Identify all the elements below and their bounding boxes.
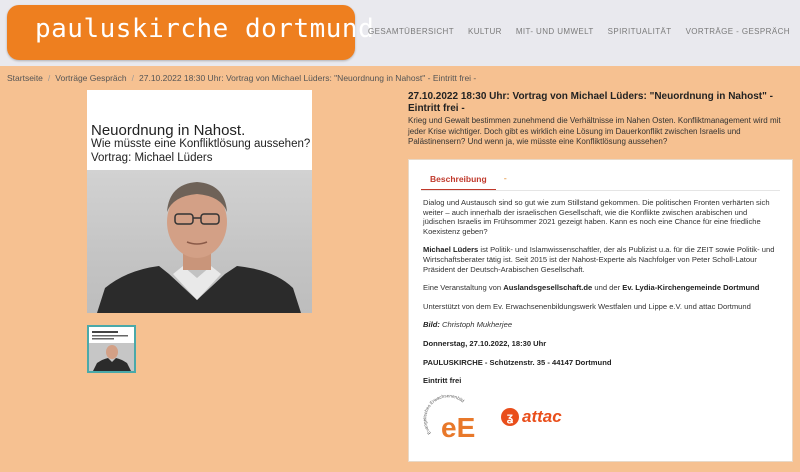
nav-item-mit-und-umwelt[interactable]: MIT- UND UMWELT <box>515 27 594 36</box>
organizer-prefix: Eine Veranstaltung von <box>423 283 504 293</box>
description-paragraph: Dialog und Austausch sind so gut wie zum Stillstand gekommen. Die politischen Fronten verhärten sich weiter – auch innerhalb der israelischen Gesellschaft, wie die Konflikte zwischen arabischen und jüdischen Israelis im Frühsommer 2021 gezeigt haben. Kann es noch eine Chance für eine friedliche Koexistenz geben? <box>423 198 770 236</box>
nav-item-kultur[interactable]: KULTUR <box>468 27 502 36</box>
image-credit-name: Christoph Mukherjee <box>439 320 513 330</box>
description-content <box>423 198 781 395</box>
image-credit-label: Bild: <box>423 320 440 330</box>
event-image-banner <box>87 90 312 170</box>
breadcrumb-category[interactable]: Vorträge Gespräch <box>55 73 127 83</box>
site-logo[interactable] <box>7 5 375 60</box>
breadcrumb-separator: / <box>47 73 51 83</box>
article-intro: Krieg und Gewalt bestimmen zunehmend die Verhältnisse im Nahen Osten. Konfliktmanagement wird mit jeder Krise wichtiger. Doch gibt es wirklich eine Lösung im Dauerkonflikt zwischen Israelis und Palästinensern? Und wenn ja, wie müsste eine Konfliktlösung aussehen? <box>408 116 781 146</box>
breadcrumb-home[interactable]: Startseite <box>7 73 43 83</box>
speaker-name: Michael Lüders <box>423 245 479 255</box>
event-date <box>423 339 781 349</box>
organizer-connector: und der <box>592 283 623 293</box>
sponsor-logos <box>423 393 623 448</box>
speaker-photo <box>87 170 312 313</box>
event-image-speaker: Vortrag: Michael Lüders <box>91 152 213 164</box>
event-entry <box>423 376 781 386</box>
attac-logo-text: attac <box>522 407 562 426</box>
event-image-subtitle: Wie müsste eine Konfliktlösung aussehen? <box>91 138 311 150</box>
supporter-line: Unterstützt von dem Ev. Erwachsenenbildungswerk Westfalen und Lippe e.V. und attac Dortmund <box>423 301 751 311</box>
image-credit <box>423 320 781 330</box>
description-panel <box>408 159 793 462</box>
event-location-text: PAULUSKIRCHE - Schützenstr. 35 - 44147 Dortmund <box>423 357 612 367</box>
tab-beschreibung[interactable]: Beschreibung <box>421 171 496 191</box>
attac-logo <box>501 407 562 427</box>
speaker-bio-text: ist Politik- und Islamwissenschaftler, der als Publizist u.a. für die ZEIT sowie Politik- und Wirtschaftsberater tätig ist. Seit 2015 ist der Nahost-Experte als Nachfolger von Peter Scholl-Latour Präsident der Deutsch-Arabischen Gesellschaft. <box>423 245 775 274</box>
breadcrumb-separator: / <box>131 73 135 83</box>
site-header <box>0 0 800 66</box>
organizer-lydia-kirchengemeinde: Ev. Lydia-Kirchengemeinde Dortmund <box>622 283 760 293</box>
ebw-logo-letters: eE <box>441 412 476 443</box>
tab-other[interactable]: - <box>503 174 507 184</box>
ebw-logo-arc-text: Evan ches Erwachsenenbild <box>423 393 466 436</box>
speaker-bio <box>423 245 781 274</box>
organizer-line <box>423 283 781 293</box>
main-nav <box>368 27 800 36</box>
nav-item-vortraege-gespraech[interactable]: VORTRÄGE - GESPRÄCH <box>685 27 790 36</box>
event-date-text: Donnerstag, 27.10.2022, 18:30 Uhr <box>423 338 547 348</box>
tab-divider <box>421 190 780 191</box>
event-entry-text: Eintritt frei <box>423 376 462 386</box>
tab-bar <box>421 171 515 191</box>
breadcrumb <box>7 73 476 83</box>
article-title: 27.10.2022 18:30 Uhr: Vortrag von Michael Lüders: "Neuordnung in Nahost" - Eintritt frei - <box>408 91 773 114</box>
speaker-portrait-drawing <box>87 170 312 313</box>
nav-item-spiritualitaet[interactable]: SPIRITUALITÄT <box>607 27 672 36</box>
organizer-auslandsgesellschaft: Auslandsgesellschaft.de <box>503 283 593 293</box>
nav-item-gesamtuebersicht[interactable]: GESAMTÜBERSICHT <box>368 27 455 36</box>
breadcrumb-current: 27.10.2022 18:30 Uhr: Vortrag von Michael Lüders: "Neuordnung in Nahost" - Eintritt frei - <box>139 73 477 83</box>
event-image-title: Neuordnung in Nahost. <box>91 122 246 139</box>
attac-logo-icon: ʓ <box>501 408 519 426</box>
event-location <box>423 358 781 368</box>
site-logo-text: pauluskirche dortmund <box>35 14 375 44</box>
event-image-thumbnail[interactable] <box>87 325 136 373</box>
event-image[interactable] <box>87 90 312 313</box>
thumbnail-preview <box>89 327 134 371</box>
